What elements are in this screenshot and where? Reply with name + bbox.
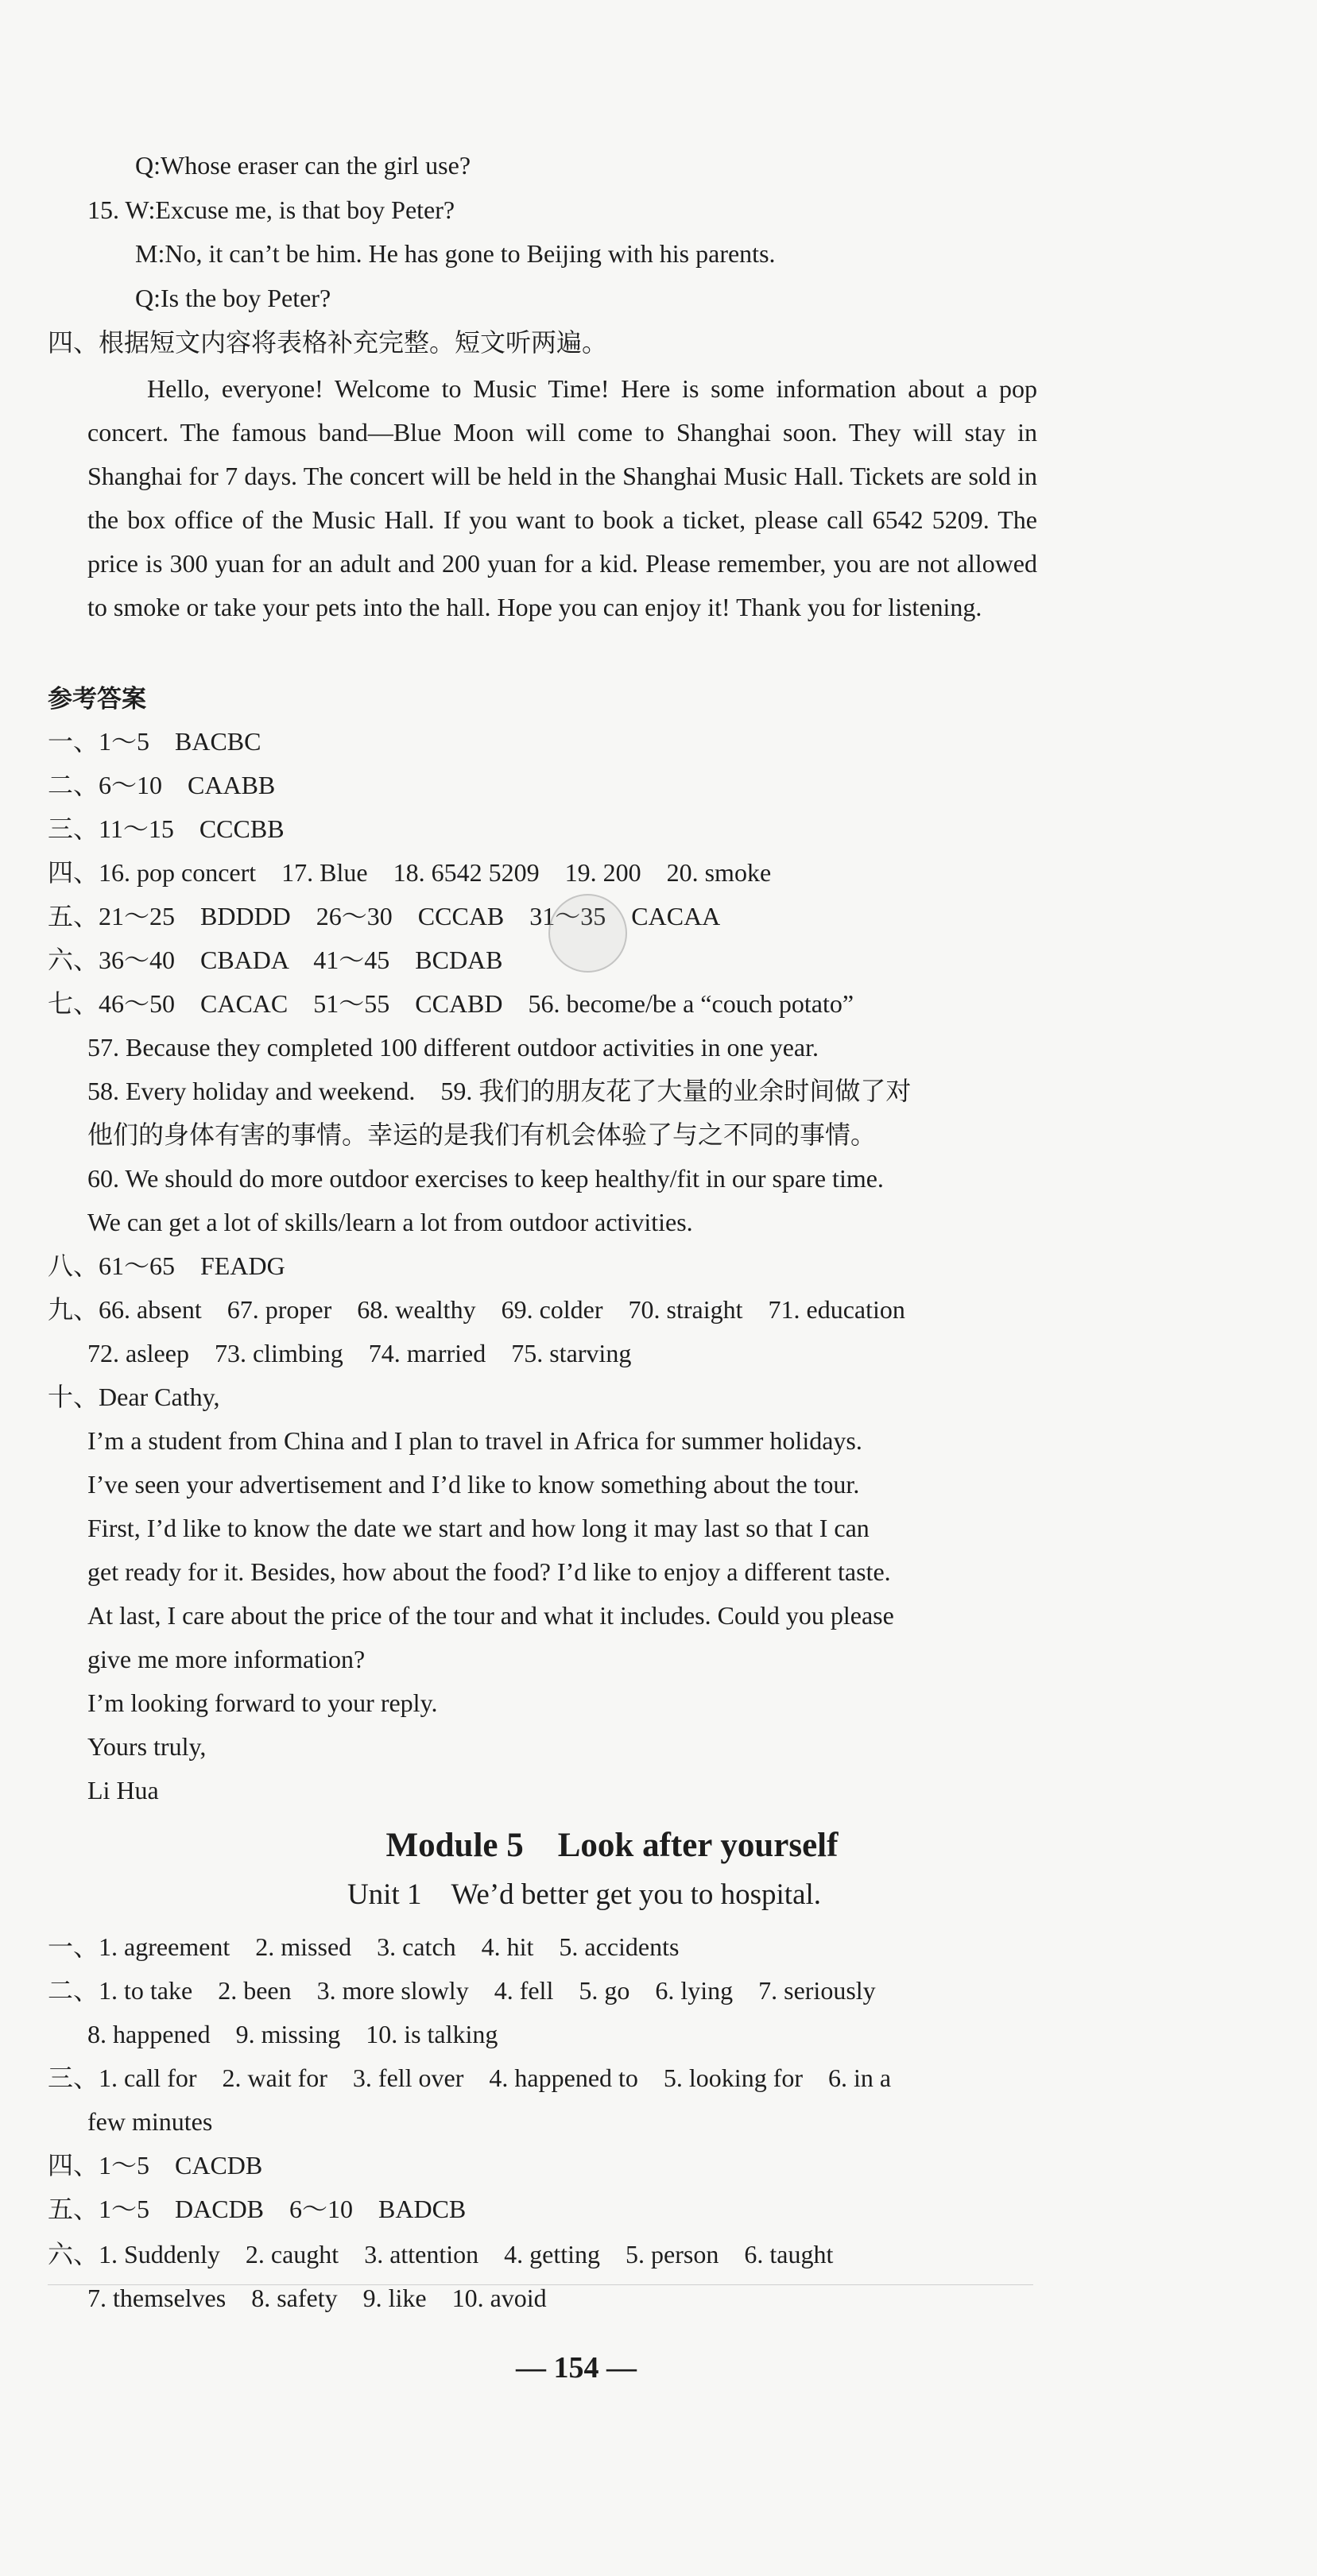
listening-passage: Hello, everyone! Welcome to Music Time! Here is some information about a pop concert. The famous band—Blue Moon will come to Shanghai soon. They will stay in Shanghai for 7 days. The concert will be held in the Shanghai Music Hall. Tickets are sold in the box office of the Music Hall. If you want to book a ticket, please call 6542 5209. The price is 300 yuan for an adult and 200 yuan for a kid. Please remember, you are not allowed to smoke or take your pets into the hall. Hope you can enjoy it! Thank you for listening. bbox=[87, 374, 1037, 621]
letter-line: At last, I care about the price of the tour and what it includes. Could you please bbox=[87, 1601, 894, 1630]
text-line: Q:Whose eraser can the girl use? bbox=[135, 151, 471, 180]
unit-title: Unit 1 We’d better get you to hospital. bbox=[347, 1878, 822, 1911]
letter-salutation: 十、Dear Cathy, bbox=[48, 1383, 220, 1411]
text-line: 15. W:Excuse me, is that boy Peter? bbox=[87, 195, 455, 224]
letter-line: First, I’d like to know the date we start and how long it may last so that I can bbox=[87, 1514, 870, 1542]
answer-line: 60. We should do more outdoor exercises to keep healthy/fit in our spare time. bbox=[87, 1164, 884, 1193]
module-title: Module 5 Look after yourself bbox=[385, 1827, 839, 1864]
answer-line: 四、1～5 CACDB bbox=[48, 2151, 263, 2180]
answer-line: 六、1. Suddenly 2. caught 3. attention 4. getting 5. person 6. taught bbox=[48, 2240, 834, 2269]
answer-line: 7. themselves 8. safety 9. like 10. avoid bbox=[87, 2284, 547, 2312]
answer-line: 8. happened 9. missing 10. is talking bbox=[87, 2020, 498, 2048]
answer-line: We can get a lot of skills/learn a lot from outdoor activities. bbox=[87, 1208, 693, 1236]
answer-line: 他们的身体有害的事情。幸运的是我们有机会体验了与之不同的事情。 bbox=[87, 1120, 877, 1149]
letter-line: I’ve seen your advertisement and I’d like to know something about the tour. bbox=[87, 1470, 860, 1499]
text-line: M:No, it can’t be him. He has gone to Beijing with his parents. bbox=[135, 239, 776, 268]
answer-line: 五、21～25 BDDDD 26～30 CCCAB 31～35 CACAA bbox=[48, 902, 721, 930]
answer-line: few minutes bbox=[87, 2107, 213, 2136]
answer-line: 58. Every holiday and weekend. 59. 我们的朋友花了大量的业余时间做了对 bbox=[87, 1077, 912, 1105]
page-number: — 154 — bbox=[516, 2351, 637, 2385]
answer-key-heading: 参考答案 bbox=[48, 685, 146, 714]
letter-line: give me more information? bbox=[87, 1645, 366, 1673]
answer-line: 九、66. absent 67. proper 68. wealthy 69. colder 70. straight 71. education bbox=[48, 1295, 905, 1324]
section-heading: 四、根据短文内容将表格补充完整。短文听两遍。 bbox=[48, 328, 608, 357]
letter-line: get ready for it. Besides, how about the food? I’d like to enjoy a different taste. bbox=[87, 1557, 891, 1586]
answer-line: 四、16. pop concert 17. Blue 18. 6542 5209 19. 200 20. smoke bbox=[48, 858, 772, 887]
answer-line: 二、1. to take 2. been 3. more slowly 4. fell 5. go 6. lying 7. seriously bbox=[48, 1976, 876, 2005]
answer-line: 一、1～5 BACBC bbox=[48, 727, 261, 756]
watermark-stamp-icon bbox=[548, 894, 627, 973]
answer-line: 二、6～10 CAABB bbox=[48, 771, 276, 799]
answer-line: 七、46～50 CACAC 51～55 CCABD 56. become/be a “couch potato” bbox=[48, 989, 854, 1018]
answer-line: 五、1～5 DACDB 6～10 BADCB bbox=[48, 2195, 467, 2223]
answer-line: 三、11～15 CCCBB bbox=[48, 814, 285, 843]
letter-closing: Yours truly, bbox=[87, 1732, 207, 1761]
letter-line: I’m a student from China and I plan to travel in Africa for summer holidays. bbox=[87, 1426, 862, 1455]
answer-line: 72. asleep 73. climbing 74. married 75. starving bbox=[87, 1339, 632, 1367]
answer-line: 一、1. agreement 2. missed 3. catch 4. hit 5. accidents bbox=[48, 1932, 680, 1961]
answer-line: 三、1. call for 2. wait for 3. fell over 4. happened to 5. looking for 6. in a bbox=[48, 2064, 892, 2092]
answer-line: 57. Because they completed 100 different outdoor activities in one year. bbox=[87, 1033, 819, 1062]
letter-signature: Li Hua bbox=[87, 1776, 159, 1804]
answer-line: 八、61～65 FEADG bbox=[48, 1251, 285, 1280]
answer-line: 六、36～40 CBADA 41～45 BCDAB bbox=[48, 946, 503, 974]
letter-line: I’m looking forward to your reply. bbox=[87, 1688, 438, 1717]
text-line: Q:Is the boy Peter? bbox=[135, 284, 331, 312]
